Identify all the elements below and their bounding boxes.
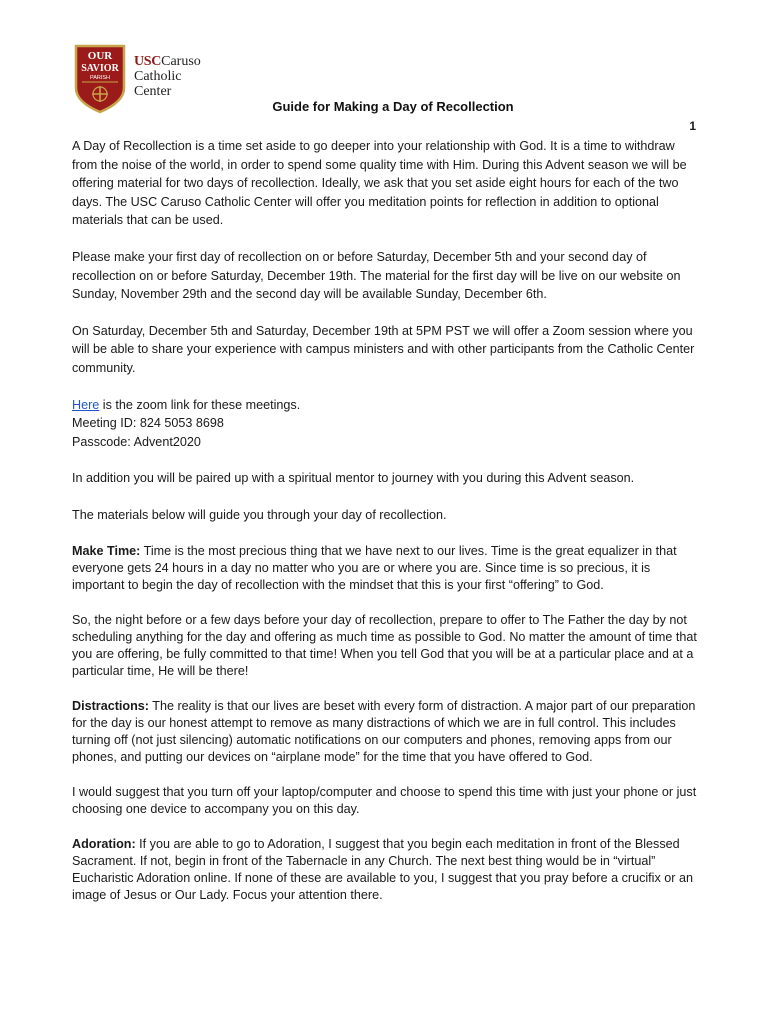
paragraph-zoom-details [72,396,698,452]
shield-line-1: OUR [87,50,113,62]
zoom-link-rest: is the zoom link for these meetings. [99,397,301,412]
adoration-label: Adoration: [72,836,136,851]
paragraph-make-time [72,543,698,594]
paragraph-schedule: Please make your first day of recollection on or before Saturday, December 5th and your second day of recollection on or before Saturday, December 19th. The material for the first day will be live on our website on Sunday, November 29th and the second day will be available Sunday, December 6th. [72,249,681,302]
shield-line-3: PARISH [89,75,111,81]
paragraph-distractions [72,698,698,766]
zoom-link[interactable]: Here [72,397,100,412]
shield-line-2: SAVIOR [81,63,119,74]
meeting-id: Meeting ID: 824 5053 8698 [72,416,224,431]
document-body [72,137,698,922]
org-name [134,54,214,99]
paragraph-mentor: In addition you will be paired up with a spiritual mentor to journey with you during this Advent season. [72,471,635,486]
make-time-label: Make Time: [72,543,141,558]
distractions-label: Distractions: [72,698,149,713]
distractions-text: The reality is that our lives are beset with every form of distraction. A major part of our preparation for the day is our honest attempt to remove as many distractions of which we are in full control. This includes turning off (not just silencing) automatic notifications on our computers and phones, removing apps from our phones, and putting our devices on “airplane mode” for the time that you have offered to God. [72,698,696,764]
adoration-text: If you are able to go to Adoration, I suggest that you begin each meditation in front of the Blessed Sacrament. If not, begin in front of the Tabernacle in any Church. The next best thing would be in “virtual” Eucharistic Adoration online. If none of these are available to you, I suggest that you pray before a crucifix or an image of Jesus or Our Lady. Focus your attention there. [72,836,693,902]
org-usc: USC [134,54,162,69]
paragraph-device: I would suggest that you turn off your laptop/computer and choose to spend this time with just your phone or just choosing one device to accompany you on this day. [72,784,697,816]
document-title: Guide for Making a Day of Recollection [272,99,514,114]
page-number: 1 [689,119,696,133]
paragraph-intro: A Day of Recollection is a time set aside to go deeper into your relationship with God. It is a time to withdraw from the noise of the world, in order to spend some quality time with Him. During this Advent season we will be offering material for two days of recollection. Ideally, we ask that you set aside eight hours for each of the two days. The USC Caruso Catholic Center will offer you meditation points for reflection in addition to optional materials that can be used. [72,139,687,228]
make-time-text: Time is the most precious thing that we have next to our lives. Time is the great equalizer in that everyone gets 24 hours in a day no matter who you are or where you are. Since time is so precious, it is important to begin the day of recollection with the mindset that this is your first “offering” to God. [72,543,677,592]
paragraph-offering: So, the night before or a few days before your day of recollection, prepare to offer to The Father the day by not scheduling anything for the day and offering as much time as possible to God. No matter the amount of time that you are offering, be fully committed to that time! When you tell God that you will be at a particular place and at a particular time, He will be there! [72,612,697,678]
paragraph-adoration [72,836,698,904]
org-caruso: Caruso [161,54,201,69]
passcode: Passcode: Advent2020 [72,434,201,449]
org-line2: Catholic Center [134,69,182,99]
document-title-wrap [0,99,768,114]
paragraph-materials: The materials below will guide you through your day of recollection. [72,507,447,522]
paragraph-zoom-session: On Saturday, December 5th and Saturday, December 19th at 5PM PST we will offer a Zoom session where you will be able to share your experience with campus ministers and with other participants from the Catholic Center community. [72,323,695,375]
